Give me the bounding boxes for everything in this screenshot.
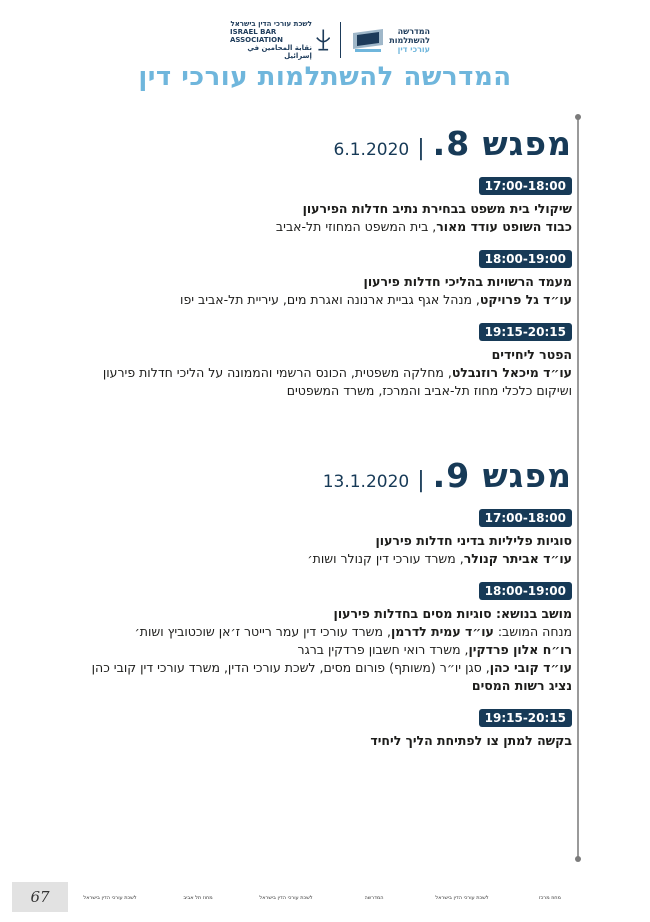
bar-logo-text <box>230 20 312 60</box>
meeting-9-sessions <box>40 495 572 750</box>
bar-logo-line-ar: نقابة المحامين في إسرائيل <box>247 44 312 60</box>
session-speaker-line <box>40 291 572 309</box>
session-topic <box>40 273 572 291</box>
meeting-title: מפגש 9. <box>432 456 572 495</box>
bar-logo-line-he: לשכת עורכי הדין בישראל <box>230 20 312 28</box>
bold-text: עו״ד מיכאל רוזנבלט <box>451 365 572 380</box>
session-speaker-line <box>40 659 572 677</box>
logo-separator <box>340 22 341 58</box>
footer-sponsor-logo: מחוז מרכז <box>539 895 561 901</box>
meeting-8-header <box>40 124 572 163</box>
session-time-badge: 19:15-20:15 <box>479 709 572 727</box>
session-time-badge: 18:00-19:00 <box>479 250 572 268</box>
meeting-9-header <box>40 456 572 495</box>
text-segment: , מנהל אגף גביית ארנונה ואגרת מים, עיריית תל-אביב יפו <box>180 292 480 307</box>
text-segment: , משרד עורכי דין קנולר ושות׳ <box>307 551 464 566</box>
meeting-8-section <box>40 124 572 400</box>
header-logos <box>230 18 430 62</box>
meeting-separator: | <box>417 468 425 493</box>
footer-sponsor-logo: מחוז תל אביב <box>183 895 213 901</box>
session-block <box>40 163 572 236</box>
text-segment: , משרד עורכי דין עמר רייטר ז׳אן שוכטוביץ ושות׳ <box>134 624 391 639</box>
footer-sponsor-logo: לשכת עורכי הדין בישראל <box>83 895 137 901</box>
timeline-line <box>577 117 579 859</box>
text-segment: , משרד רואי חשבון פרדקין ברגר <box>297 642 469 657</box>
session-speaker-line <box>40 677 572 695</box>
bold-text: עו״ד קובי כהן <box>489 660 572 675</box>
bold-text: רו״ח אלון פרדקין <box>468 642 572 657</box>
meeting-8-sessions <box>40 163 572 400</box>
session-block <box>40 236 572 309</box>
bold-text: עו״ד עמית לדרמן <box>390 624 494 639</box>
bold-text: שיקולי בית משפט בבחירת נתיב חדלות הפירעון <box>302 201 572 216</box>
school-logo <box>351 25 430 55</box>
timeline-dot-bottom <box>575 856 581 862</box>
text-segment: מנחה המושב: <box>493 624 572 639</box>
text-segment: , מחלקה משפטית, הכונס הרשמי והממונה על הליכי חדלות פירעון <box>102 365 452 380</box>
session-speaker-line <box>40 550 572 568</box>
school-logo-text <box>389 27 430 54</box>
session-speaker-line <box>40 623 572 641</box>
timeline-dot-top <box>575 114 581 120</box>
session-time-badge: 17:00-18:00 <box>479 177 572 195</box>
page-footer <box>0 882 650 914</box>
session-block <box>40 568 572 695</box>
session-topic <box>40 200 572 218</box>
meeting-9-section <box>40 456 572 750</box>
session-speaker-line <box>40 364 572 382</box>
session-speaker-line <box>40 382 572 400</box>
bold-text: עו״ד גל פרויקט <box>479 292 572 307</box>
session-time-badge: 19:15-20:15 <box>479 323 572 341</box>
page-number: 67 <box>12 882 68 912</box>
session-time-badge: 17:00-18:00 <box>479 509 572 527</box>
footer-logos <box>80 886 580 910</box>
bold-text: נציג רשות המסים <box>471 678 572 693</box>
text-segment: מושב בנושא: <box>491 606 572 621</box>
school-logo-line-1: המדרשה <box>397 26 430 36</box>
session-block <box>40 495 572 568</box>
footer-sponsor-logo: לשכת עורכי הדין בישראל <box>259 895 313 901</box>
meeting-title: מפגש 8. <box>432 124 572 163</box>
school-logo-line-3: עורכי דין <box>397 44 430 54</box>
meeting-date: 13.1.2020 <box>322 472 410 492</box>
bar-association-logo <box>230 20 330 60</box>
bold-text: סוגיות מסים בחדלות פירעון <box>333 606 492 621</box>
school-logo-line-2: להשתלמות <box>389 35 430 45</box>
text-segment: , סגן יו״ר (משותף) פורום מסים, לשכת עורכי הדין, משרד עורכי דין קובי כהן <box>91 660 490 675</box>
session-time-badge: 18:00-19:00 <box>479 582 572 600</box>
text-segment: , בית המשפט המחוזי תל-אביב <box>275 219 437 234</box>
meeting-date: 6.1.2020 <box>333 140 410 160</box>
session-speaker-line <box>40 641 572 659</box>
session-block <box>40 309 572 400</box>
session-topic <box>40 732 572 750</box>
session-speaker-line <box>40 218 572 236</box>
session-topic <box>40 346 572 364</box>
session-topic <box>40 605 572 623</box>
bold-text: הפטר ליחידים <box>491 347 572 362</box>
bold-text: סוגיות פליליות בדיני חדלות פירעון <box>375 533 572 548</box>
footer-sponsor-logo: לשכת עורכי הדין בישראל <box>435 895 489 901</box>
footer-sponsor-logo: המדרשה <box>364 895 384 901</box>
bold-text: בקשה למתן צו לפתיחת הליך ליחיד <box>370 733 572 748</box>
meeting-separator: | <box>417 136 425 161</box>
page-title: המדרשה להשתלמות עורכי דין <box>138 62 512 92</box>
session-block <box>40 695 572 750</box>
bold-text: מעמד הרשויות בהליכי חדלות פירעון <box>363 274 572 289</box>
bold-text: כבוד השופט עודד מאור <box>436 219 572 234</box>
session-topic <box>40 532 572 550</box>
scales-icon <box>316 25 331 55</box>
school-emblem-icon <box>351 25 385 55</box>
text-segment: ושיקום כלכלי מחוז תל-אביב והמרכז, משרד המשפטים <box>286 383 572 398</box>
bar-logo-line-en: ISRAEL BAR ASSOCIATION <box>230 28 283 44</box>
bold-text: עו״ד אביתר קנולר <box>463 551 572 566</box>
